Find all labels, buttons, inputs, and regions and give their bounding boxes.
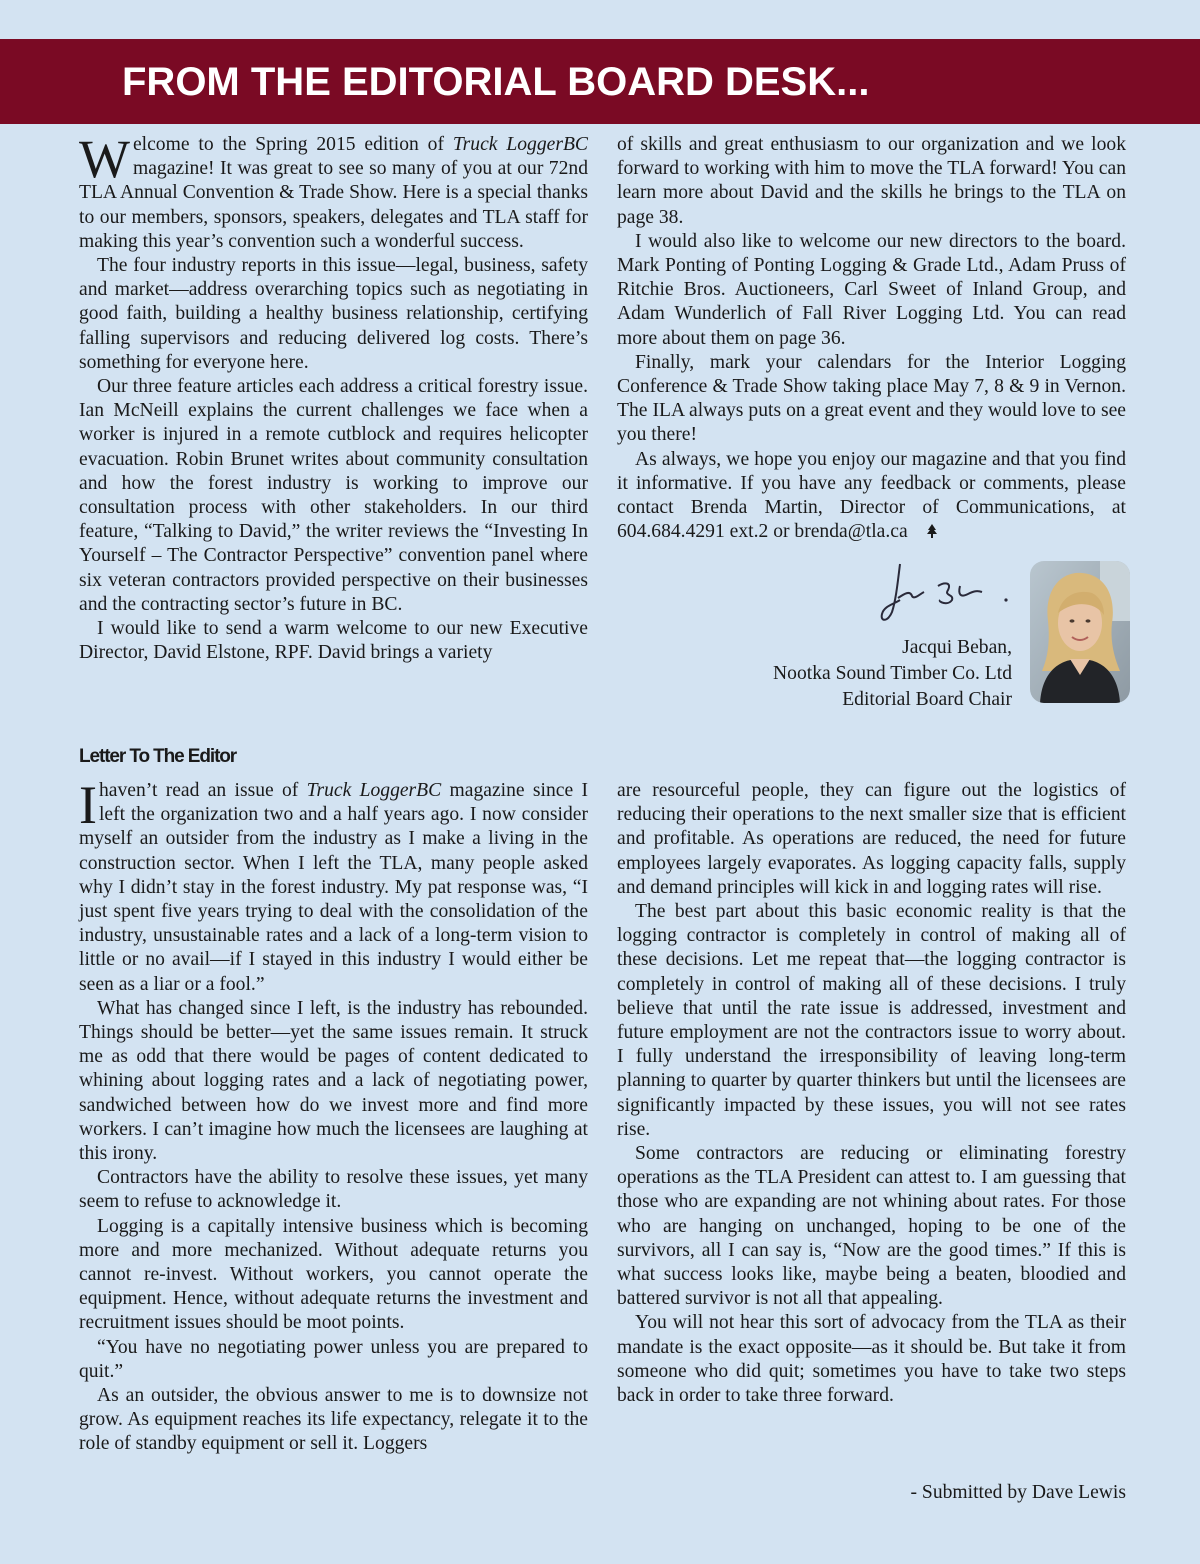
drop-cap: I	[79, 775, 97, 835]
author-name: Jacqui Beban,	[902, 637, 1012, 658]
letter-paragraph: “You have no negotiating power unless you are prepared to quit.”	[79, 1336, 588, 1382]
editorial-column-right	[617, 133, 1126, 544]
magazine-title: Truck LoggerBC	[452, 134, 588, 155]
letter-column-right	[617, 779, 1126, 1408]
letter-paragraph: are resourceful people, they can figure out the logistics of reducing their operations to the next smaller size that is efficient and profitable. As operations are reduced, the need for future employees largely evaporates. As logging capacity falls, supply and demand principles will kick in and logging rates will rise.	[617, 780, 1126, 898]
letter-paragraph: Logging is a capitally intensive business which is becoming more and more mechanized. Without adequate returns you cannot re-invest. Without workers, you cannot operate the equipment. Hence, without adequate returns the investment and recruitment issues should be moot points.	[79, 1215, 588, 1334]
editorial-signoff	[773, 635, 1012, 713]
letter-paragraph: You will not hear this sort of advocacy from the TLA as their mandate is the exact opposite—as it should be. But take it from someone who did quit; sometimes you have to take two steps back in order to take three forward.	[617, 1312, 1126, 1407]
letter-column-left	[79, 775, 589, 1457]
author-company: Nootka Sound Timber Co. Ltd	[773, 663, 1012, 684]
editorial-paragraph: Finally, mark your calendars for the Interior Logging Conference & Trade Show taking place May 7, 8 & 9 in Vernon. The ILA always puts on a great event and they would love to see you there!	[617, 351, 1126, 446]
drop-cap: W	[79, 129, 130, 189]
letter-paragraph: I haven’t read an issue of Truck LoggerBC magazine since I left the organization two and a half years ago. I now consider myself an outsider from the industry as I make a living in the construction sector. When I left the TLA, many people asked why I didn’t stay in the forest industry. My pat response was, “I just spent five years trying to deal with the consolidation of the industry, unsustainable rates and a lack of a long-term vision to little or no avail—if I stayed in this industry I would either be seen as a liar or a fool.”	[79, 775, 589, 995]
letter-paragraph: Some contractors are reducing or eliminating forestry operations as the TLA President can attest to. I am guessing that those who are expanding are not whining about rates. For those who are hanging on unchanged, hoping to be one of the survivors, all I can say is, “Now are the good times.” If this is what success looks like, maybe being a beaten, bloodied and battered survivor is not all that appealing.	[617, 1143, 1126, 1310]
editorial-paragraph: I would like to send a warm welcome to our new Executive Director, David Elstone, RPF. David brings a variety	[79, 618, 588, 664]
letter-heading: Letter To The Editor	[79, 746, 237, 767]
letter-byline: - Submitted by Dave Lewis	[910, 1482, 1126, 1503]
section-banner	[0, 39, 1200, 124]
editorial-paragraph: Our three feature articles each address a critical forestry issue. Ian McNeill explains the current challenges we face when a worker is injured in a remote cutblock and requires helicopter evacuation. Robin Brunet writes about community consultation and how the forest industry is working to improve our consultation process with other stakeholders. In our third feature, “Talking to David,” the writer reviews the “Investing In Yourself – The Contractor Perspective” convention panel where six veteran contractors provided perspective on their businesses and the contracting sector’s future in BC.	[79, 376, 588, 615]
tree-icon	[908, 521, 920, 535]
letter-paragraph: What has changed since I left, is the industry has rebounded. Things should be better—yet the same issues remain. It struck me as odd that there would be pages of content dedicated to whining about logging rates and a lack of negotiating power, sandwiched between how do we invest more and find more workers. I can’t imagine how much the licensees are laughing at this irony.	[79, 997, 588, 1165]
author-photo	[1030, 561, 1130, 703]
author-role: Editorial Board Chair	[842, 689, 1012, 710]
letter-paragraph: The best part about this basic economic reality is that the logging contractor is completely in control of making all of these decisions. Let me repeat that—the logging contractor is completely in control of making all of these decisions. I truly believe that until the rate issue is addressed, investment and future employment are not the contractors issue to worry about. I fully understand the irresponsibility of leaving long-term planning to quarter by quarter thinkers but until the licensees are significantly impacted by these issues, you will not see rates rise.	[617, 901, 1126, 1140]
editorial-column-left	[79, 129, 588, 665]
magazine-title: Truck LoggerBC	[306, 780, 442, 801]
editorial-paragraph: Welcome to the Spring 2015 edition of Truck LoggerBC magazine! It was great to see so many of you at our 72nd TLA Annual Convention & Trade Show. Here is a special thanks to our members, sponsors, speakers, delegates and TLA staff for making this year’s convention such a wonderful success.	[79, 129, 588, 252]
page-title: FROM THE EDITORIAL BOARD DESK...	[122, 60, 870, 104]
editorial-paragraph: The four industry reports in this issue—legal, business, safety and market—address overarching topics such as negotiating in good faith, building a healthy business relationship, certifying falling supervisors and reducing delivered log costs. There’s something for everyone here.	[79, 255, 588, 373]
editorial-paragraph: of skills and great enthusiasm to our organization and we look forward to working with him to move the TLA forward! You can learn more about David and the skills he brings to the TLA on page 38.	[617, 134, 1126, 228]
letter-paragraph: As an outsider, the obvious answer to me is to downsize not grow. As equipment reaches its life expectancy, relegate it to the role of standby equipment or sell it. Loggers	[79, 1385, 588, 1455]
signature	[872, 560, 1022, 640]
letter-paragraph: Contractors have the ability to resolve these issues, yet many seem to refuse to acknowledge it.	[79, 1167, 588, 1213]
editorial-paragraph: As always, we hope you enjoy our magazine and that you find it informative. If you have any feedback or comments, please contact Brenda Martin, Director of Communications, at 604.684.4291 ext.2 or brenda@tla.ca	[617, 448, 1126, 543]
editorial-paragraph: I would also like to welcome our new directors to the board. Mark Ponting of Ponting Logging & Grade Ltd., Adam Pruss of Ritchie Bros. Auctioneers, Carl Sweet of Inland Group, and Adam Wunderlich of Fall River Logging Ltd. You can read more about them on page 36.	[617, 230, 1126, 349]
